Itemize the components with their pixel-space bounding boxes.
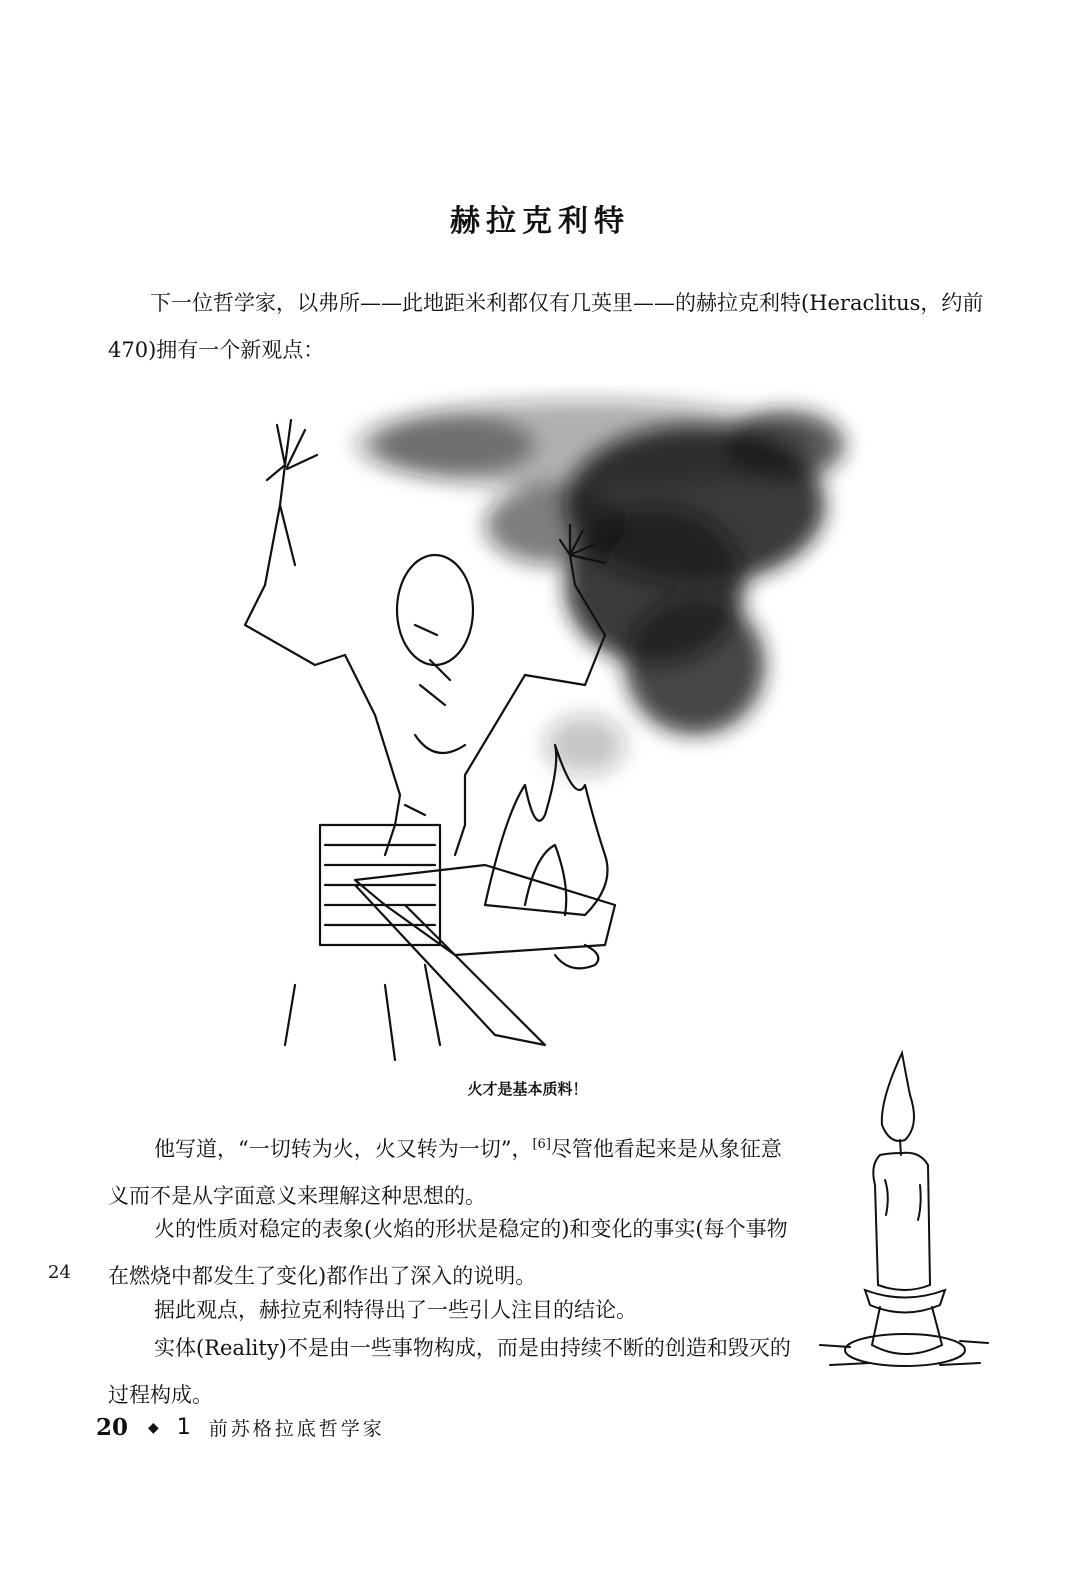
section-title: 赫拉克利特 (450, 204, 630, 239)
page-footer (96, 1414, 385, 1441)
illustration-caption: 火才是基本质料！ (467, 1080, 588, 1098)
page-number: 20 (96, 1414, 129, 1441)
footnote-ref: [6] (532, 1137, 551, 1152)
paragraph-reality: 实体(Reality)不是由一些事物构成，而是由持续不断的创造和毁灭的过程构成。 (108, 1336, 791, 1407)
quote-continuation: 尽管他看起来是从象征意义而不是从字面意义来理解这种思想的。 (108, 1137, 782, 1208)
paragraph-conclusion: 据此观点，赫拉克利特得出了一些引人注目的结论。 (154, 1298, 637, 1322)
smoke-cloud (355, 400, 845, 775)
paragraph-intro: 下一位哲学家，以弗所——此地距米利都仅有几英里——的赫拉克利特(Heraclitus，约前470)拥有一个新观点： (108, 291, 984, 362)
candle-body (873, 1153, 930, 1290)
chapter-title: 前苏格拉底哲学家 (208, 1418, 385, 1440)
heraclitus-fire-illustration (225, 385, 865, 1075)
chapter-number: 1 (176, 1415, 191, 1440)
diamond-separator-icon: ◆ (148, 1419, 159, 1436)
margin-number: 24 (48, 1262, 71, 1283)
quote-text: 他写道，“一切转为火，火又转为一切”， (154, 1137, 533, 1161)
paragraph-fire-nature: 火的性质对稳定的表象(火焰的形状是稳定的)和变化的事实(每个事物在燃烧中都发生了变化)都作出了深入的说明。 (108, 1217, 788, 1288)
candle-flame (882, 1053, 914, 1141)
candle-illustration (810, 1045, 990, 1385)
